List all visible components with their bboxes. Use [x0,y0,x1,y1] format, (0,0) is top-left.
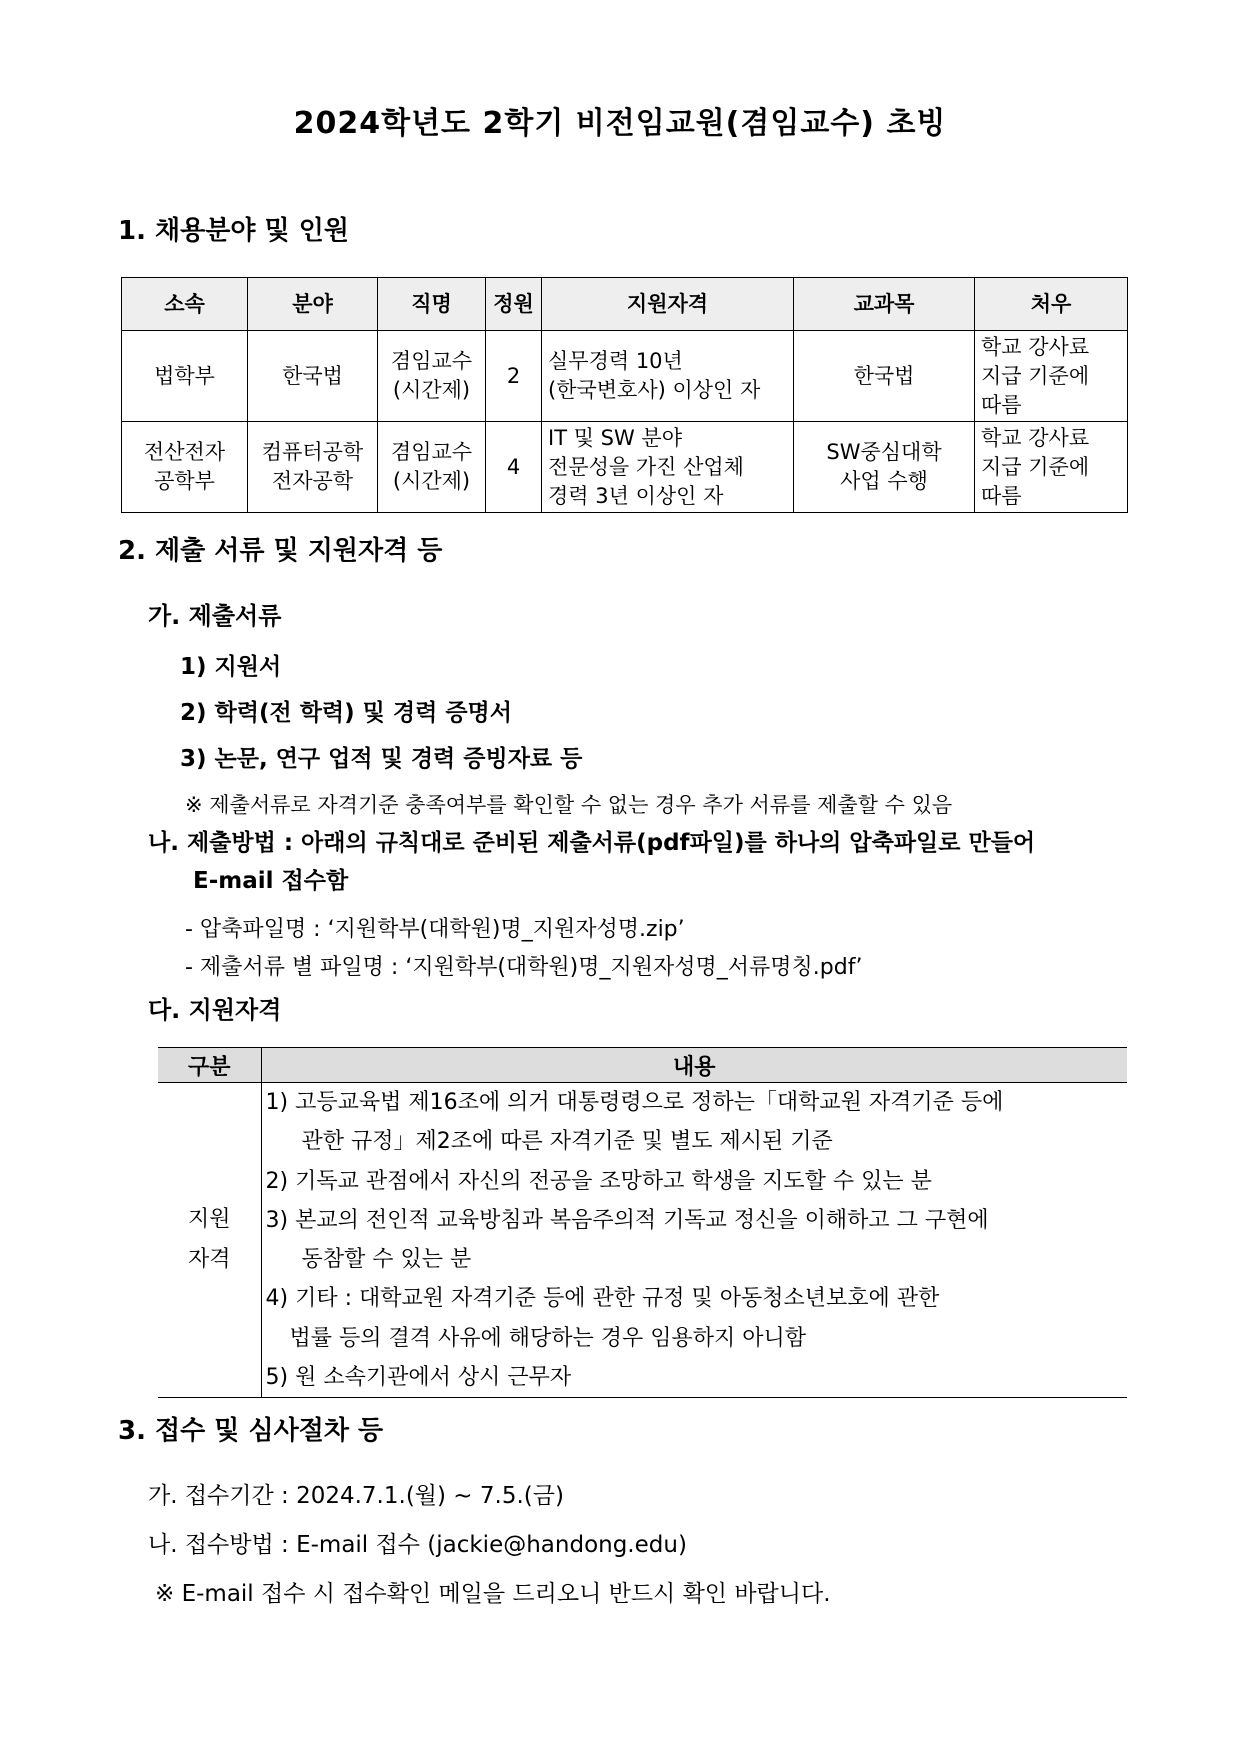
cell-text: SW중심대학 [826,440,942,464]
document-item: 2) 학력(전 학력) 및 경력 증명서 [180,700,512,726]
section-2-heading: 2. 제출 서류 및 지원자격 등 [118,536,443,566]
header-course: 교과목 [794,278,975,331]
header-field: 분야 [248,278,378,331]
cell-text: 법학부 [154,363,215,388]
document-item: 3) 논문, 연구 업적 및 경력 증빙자료 등 [180,746,583,772]
cell-field [248,331,378,422]
application-period: 가. 접수기간 : 2024.7.1.(월) ~ 7.5.(금) [148,1483,564,1509]
qualification-line: 동참할 수 있는 분 [301,1247,472,1273]
cell-text: 겸임교수 [390,440,473,464]
cell-text: 사업 수행 [840,469,928,493]
table-row [158,1083,1127,1398]
header-content: 내용 [261,1048,1127,1083]
header-category: 구분 [158,1048,261,1083]
application-method: 나. 접수방법 : E-mail 접수 (jackie@handong.edu) [148,1532,687,1558]
zip-filename-rule: - 압축파일명 : ‘지원학부(대학원)명_지원자성명.zip’ [185,917,685,942]
header-qualification: 지원자격 [542,278,794,331]
cell-qualification [542,422,794,513]
category-cell [158,1083,261,1398]
qualifications-table [158,1047,1127,1398]
cell-title [378,331,486,422]
submission-note: ※ 제출서류로 자격기준 충족여부를 확인할 수 없는 경우 추가 서류를 제출할 수 있음 [185,793,953,817]
content-cell [261,1083,1127,1398]
cell-text: 따름 [981,483,1022,508]
cell-qualification [542,331,794,422]
cell-text: 따름 [981,392,1022,417]
cell-text: 2 [506,363,521,388]
section-1-heading: 1. 채용분야 및 인원 [118,216,349,246]
recruitment-table-header [122,278,1128,331]
cell-text: (시간제) [392,378,471,402]
cell-text: (시간제) [392,469,471,493]
category-text: 지원 [187,1207,231,1233]
cell-text: 실무경력 10년 [548,349,683,373]
document-filename-rule: - 제출서류 별 파일명 : ‘지원학부(대학원)명_지원자성명_서류명칭.pdf’ [185,955,863,980]
qualification-line: 법률 등의 결격 사유에 해당하는 경우 임용하지 아니함 [289,1325,806,1351]
qualification-line: 4) 기타 : 대학교원 자격기준 등에 관한 규정 및 아동청소년보호에 관한 [265,1286,940,1312]
document-item: 1) 지원서 [180,654,282,680]
cell-text: 공학부 [154,469,215,493]
cell-affiliation [122,331,248,422]
cell-text: 지급 기준에 [981,363,1090,388]
cell-affiliation [122,422,248,513]
header-treatment: 처우 [975,278,1128,331]
subsection-ga-heading: 가. 제출서류 [148,602,282,630]
recruitment-table [121,277,1128,513]
document-title: 2024학년도 2학기 비전임교원(겸임교수) 초빙 [293,106,947,141]
header-quota: 정원 [486,278,542,331]
qualification-line: 2) 기독교 관점에서 자신의 전공을 조망하고 학생을 지도할 수 있는 분 [265,1168,932,1194]
submission-method-line: 나. 제출방법 : 아래의 규칙대로 준비된 제출서류(pdf파일)를 하나의 압축파일로 만들어 [148,830,1036,856]
submission-method-line-2: E-mail 접수함 [193,868,349,894]
cell-treatment [975,422,1128,513]
cell-text: 컴퓨터공학 [261,440,364,464]
qualification-line: 1) 고등교육법 제16조에 의거 대통령령으로 정하는「대학교원 자격기준 등에 [265,1090,1004,1115]
cell-course [794,331,975,422]
cell-text: (한국변호사) 이상인 자 [548,378,761,402]
cell-field [248,422,378,513]
header-affiliation: 소속 [122,278,248,331]
qualification-line: 관한 규정」제2조에 따른 자격기준 및 별도 제시된 기준 [301,1129,833,1155]
header-title: 직명 [378,278,486,331]
qualification-line: 3) 본교의 전인적 교육방침과 복음주의적 기독교 정신을 이해하고 그 구현에 [265,1207,989,1233]
cell-course [794,422,975,513]
cell-treatment [975,331,1128,422]
section-3-heading: 3. 접수 및 심사절차 등 [118,1416,384,1446]
cell-text: 학교 강사료 [981,425,1090,450]
category-text: 자격 [187,1247,231,1273]
email-confirmation-note: ※ E-mail 접수 시 접수확인 메일을 드리오니 반드시 확인 바랍니다. [155,1581,831,1607]
cell-text: 경력 3년 이상인 자 [548,483,724,508]
table-row [122,422,1128,513]
cell-text: 지급 기준에 [981,454,1090,479]
cell-quota [486,422,542,513]
cell-text: 겸임교수 [390,349,473,373]
subsection-da-heading: 다. 지원자격 [148,996,282,1024]
cell-text: IT 및 SW 분야 [548,425,682,450]
cell-title [378,422,486,513]
cell-text: 전문성을 가진 산업체 [548,454,744,479]
cell-text: 학교 강사료 [981,334,1090,359]
cell-text: 한국법 [282,363,343,388]
qualification-line: 5) 원 소속기관에서 상시 근무자 [265,1365,572,1391]
cell-quota [486,331,542,422]
cell-text: 전산전자 [143,440,226,464]
cell-text: 4 [506,454,521,479]
qualifications-header [158,1048,1127,1083]
cell-text: 전자공학 [271,469,354,493]
table-row [122,331,1128,422]
cell-text: 한국법 [853,363,915,388]
